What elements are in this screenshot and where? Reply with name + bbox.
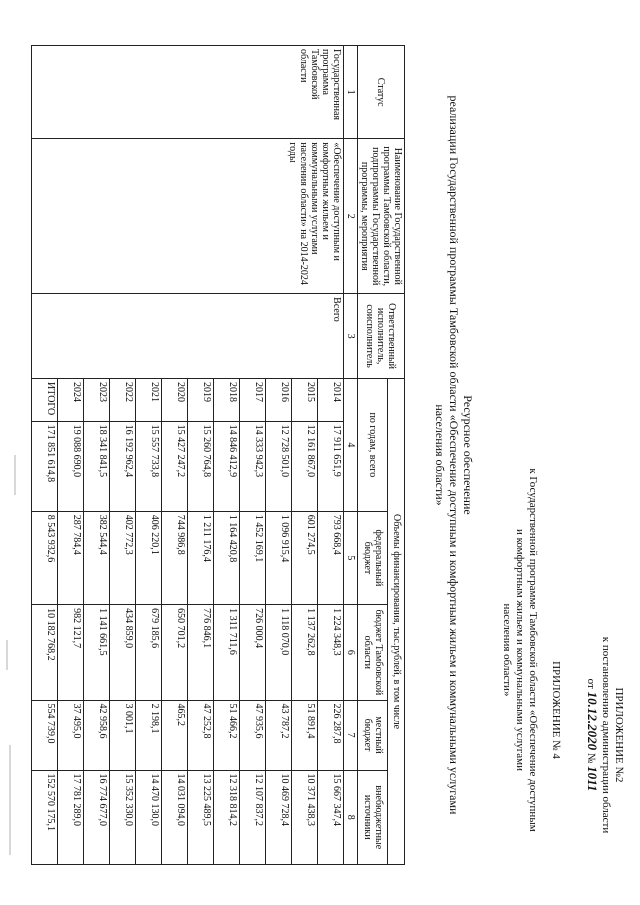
- year-cell: 2024: [58, 379, 84, 422]
- regional-cell: 776 846,1: [188, 605, 214, 700]
- federal-cell: 744 986,8: [162, 511, 188, 604]
- regional-cell: 1 141 661,5: [84, 605, 110, 700]
- title-line2: реализации Государственной программы Тамбовской области «Обеспечение доступным и комфортным жильем и коммунальными услугами: [447, 95, 461, 815]
- local-cell: 465,2: [162, 700, 188, 770]
- local-cell: 51 466,2: [214, 700, 240, 770]
- title-line3: населения области»: [433, 404, 447, 506]
- year-cell: 2014: [318, 379, 344, 422]
- total-cell: 18 341 841,5: [84, 421, 110, 511]
- federal-cell: 1 211 176,4: [188, 511, 214, 604]
- local-cell: 2 198,1: [136, 700, 162, 770]
- local-cell: 43 787,2: [266, 700, 292, 770]
- column-number: 8: [344, 770, 358, 864]
- total-cell: 12 161 867,0: [292, 421, 318, 511]
- header-volumes: Объемы финансирования, тыс.рублей, в том числе: [388, 379, 405, 865]
- extra-cell: 12 318 814,2: [214, 770, 240, 864]
- appendix4-line3: населения области»: [501, 603, 513, 697]
- column-number: 2: [344, 139, 358, 294]
- program-name-cell: «Обеспечение доступным и комфортным жильем и коммунальными услугами населения области» на 2014-2024 годы: [32, 139, 344, 294]
- regional-cell: 1 311 711,6: [214, 605, 240, 700]
- handwritten-date: 10.12.2020: [585, 691, 600, 751]
- column-number: 4: [344, 379, 358, 512]
- appendix2-block: [584, 610, 625, 860]
- local-cell: 554 739,0: [32, 700, 58, 770]
- local-cell: 47 935,6: [240, 700, 266, 770]
- regional-cell: 650 701,2: [162, 605, 188, 700]
- appendix2-title: ПРИЛОЖЕНИЕ №2: [613, 687, 625, 783]
- appendix4-line2: и комфортным жильем и коммунальными услугами: [514, 528, 526, 772]
- appendix2-date-line: [584, 610, 599, 860]
- date-prefix: от: [585, 678, 597, 689]
- header-row: [388, 46, 405, 865]
- header-extra: внебюджетные источники: [358, 770, 388, 864]
- federal-cell: 1 164 420,8: [214, 511, 240, 604]
- extra-cell: 14 031 094,0: [162, 770, 188, 864]
- year-cell: ИТОГО: [32, 379, 58, 422]
- federal-cell: 793 668,4: [318, 511, 344, 604]
- extra-cell: 152 570 175,1: [32, 770, 58, 864]
- federal-cell: 406 220,1: [136, 511, 162, 604]
- table-body: [32, 46, 344, 865]
- year-cell: 2018: [214, 379, 240, 422]
- resource-table: [31, 45, 405, 865]
- total-cell: 17 911 651,9: [318, 421, 344, 511]
- year-cell: 2019: [188, 379, 214, 422]
- local-cell: 3 001,1: [110, 700, 136, 770]
- appendix4-title: ПРИЛОЖЕНИЕ № 4: [550, 661, 562, 759]
- extra-cell: 15 352 330,0: [110, 770, 136, 864]
- local-cell: 37 495,0: [58, 700, 84, 770]
- extra-cell: 14 470 130,0: [136, 770, 162, 864]
- column-number: 5: [344, 511, 358, 604]
- total-cell: 15 427 247,2: [162, 421, 188, 511]
- extra-cell: 17 781 289,0: [58, 770, 84, 864]
- handwritten-number: 1011: [585, 766, 600, 792]
- total-cell: 16 192 962,4: [110, 421, 136, 511]
- local-cell: 51 891,4: [292, 700, 318, 770]
- extra-cell: 12 107 837,2: [240, 770, 266, 864]
- federal-cell: 8 543 932,6: [32, 511, 58, 604]
- total-cell: 12 728 501,0: [266, 421, 292, 511]
- regional-cell: 1 137 262,8: [292, 605, 318, 700]
- header-executor: Ответственный исполнитель, соисполнитель: [358, 294, 405, 379]
- header-regional: бюджет Тамбовской области: [358, 605, 388, 700]
- federal-cell: 601 274,5: [292, 511, 318, 604]
- column-number: 7: [344, 700, 358, 770]
- regional-cell: 679 185,6: [136, 605, 162, 700]
- year-cell: 2015: [292, 379, 318, 422]
- header-local: местный бюджет: [358, 700, 388, 770]
- appendix4-block: [500, 440, 562, 860]
- appendix4-line1: к Государственной программе Тамбовской области «Обеспечение доступным: [527, 468, 539, 832]
- total-cell: 19 088 690,0: [58, 421, 84, 511]
- federal-cell: 382 544,4: [84, 511, 110, 604]
- table-row: [318, 46, 344, 865]
- extra-cell: 10 469 728,4: [266, 770, 292, 864]
- year-cell: 2022: [110, 379, 136, 422]
- title-line1: Ресурсное обеспечение: [461, 395, 475, 515]
- header-total: по годам, всего: [358, 379, 388, 512]
- executor-cell: Всего: [32, 294, 344, 379]
- document-title: [433, 45, 475, 865]
- header-status: Статус: [358, 46, 405, 139]
- total-cell: 15 557 733,8: [136, 421, 162, 511]
- total-cell: 171 851 614,8: [32, 421, 58, 511]
- local-cell: 47 252,8: [188, 700, 214, 770]
- regional-cell: 982 121,7: [58, 605, 84, 700]
- federal-cell: 402 772,3: [110, 511, 136, 604]
- year-cell: 2016: [266, 379, 292, 422]
- regional-cell: 1 118 070,0: [266, 605, 292, 700]
- federal-cell: 1 096 915,4: [266, 511, 292, 604]
- status-cell: Государственная программа Тамбовской области: [32, 46, 344, 139]
- regional-cell: 726 000,4: [240, 605, 266, 700]
- year-cell: 2017: [240, 379, 266, 422]
- regional-cell: 434 859,0: [110, 605, 136, 700]
- extra-cell: 16 774 677,0: [84, 770, 110, 864]
- local-cell: 42 958,6: [84, 700, 110, 770]
- regional-cell: 10 182 768,2: [32, 605, 58, 700]
- number-prefix: №: [585, 752, 597, 764]
- total-cell: 14 333 942,3: [240, 421, 266, 511]
- federal-cell: 1 452 169,1: [240, 511, 266, 604]
- header-federal: федеральный бюджет: [358, 511, 388, 604]
- extra-cell: 13 225 489,5: [188, 770, 214, 864]
- extra-cell: 10 371 438,3: [292, 770, 318, 864]
- local-cell: 226 287,8: [318, 700, 344, 770]
- extra-cell: 15 667 347,4: [318, 770, 344, 864]
- column-number: 3: [344, 294, 358, 379]
- year-cell: 2023: [84, 379, 110, 422]
- year-cell: 2021: [136, 379, 162, 422]
- column-number: 1: [344, 46, 358, 139]
- total-cell: 14 846 412,9: [214, 421, 240, 511]
- total-cell: 15 260 764,8: [188, 421, 214, 511]
- federal-cell: 287 784,4: [58, 511, 84, 604]
- column-number: 6: [344, 605, 358, 700]
- regional-cell: 1 224 348,3: [318, 605, 344, 700]
- appendix2-line1: к постановлению администрации области: [600, 636, 612, 834]
- header-name: Наименование Государственной программы Тамбовской области, подпрограммы Государственной программы, мероприятия: [358, 139, 405, 294]
- column-number-row: [344, 46, 358, 865]
- year-cell: 2020: [162, 379, 188, 422]
